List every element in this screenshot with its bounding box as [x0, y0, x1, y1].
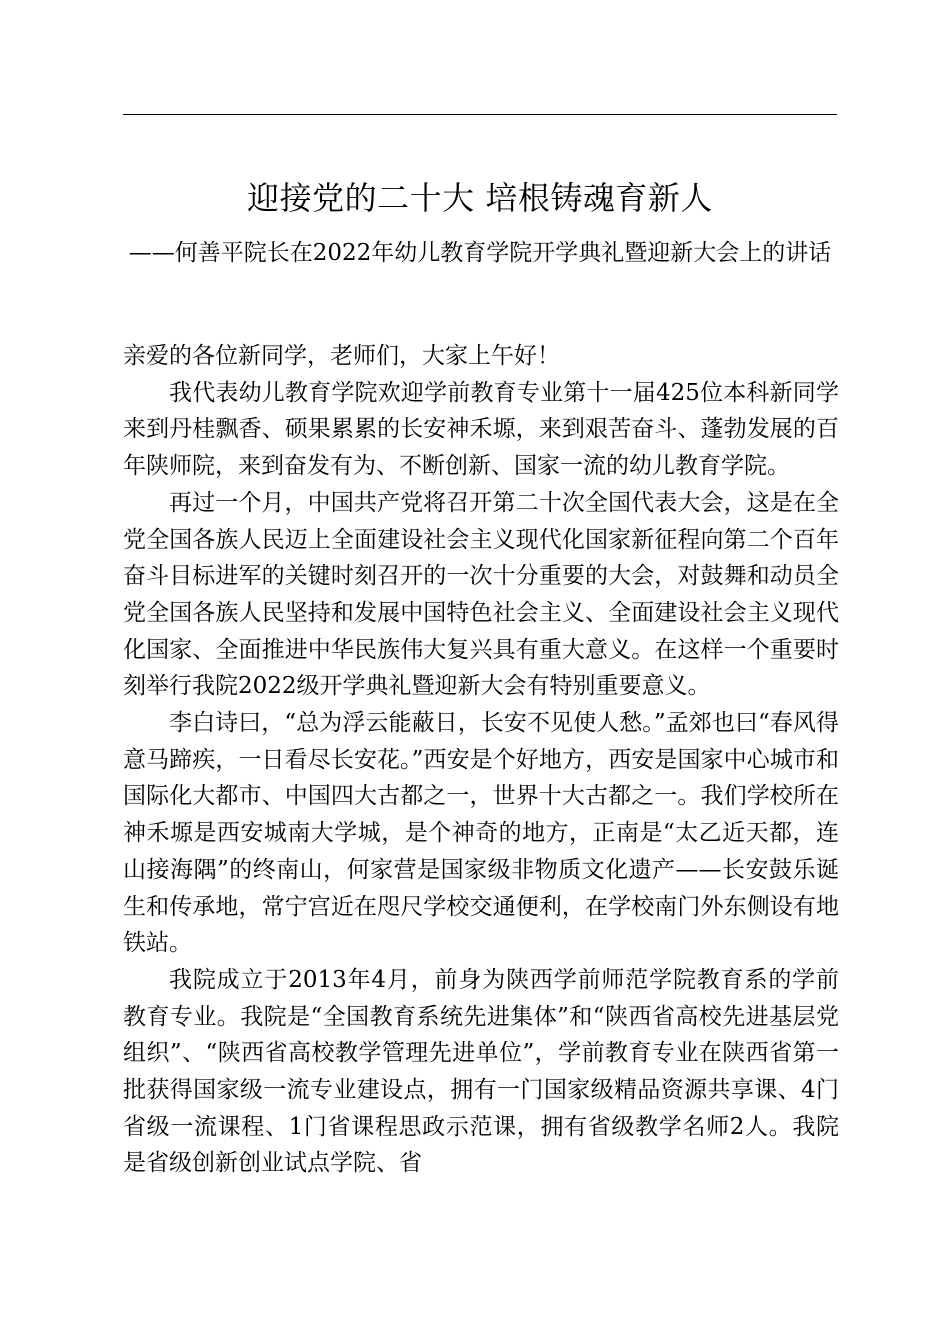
- body-paragraph: 我院成立于2013年4月，前身为陕西学前师范学院教育系的学前教育专业。我院是“全国教育系统先进集体”和“陕西省高校先进基层党组织”、“陕西省高校教学管理先进单位”，学前教育专业在陕西省第一批获得国家级一流专业建设点，拥有一门国家级精品资源共享课、4门省级一流课程、1门省课程思政示范课，拥有省级教学名师2人。我院是省级创新创业试点学院、省: [123, 966, 839, 1177]
- body-paragraph: 李白诗曰，“总为浮云能蔽日，长安不见使人愁。”孟郊也曰“春风得意马蹄疾，一日看尽长安花。”西安是个好地方，西安是国家中心城市和国际化大都市、中国四大古都之一，世界十大古都之一。我们学校所在神禾塬是西安城南大学城，是个神奇的地方，正南是“太乙近天都，连山接海隅”的终南山，何家营是国家级非物质文化遗产——长安鼓乐诞生和传承地，常宁宫近在咫尺学校交通便利，在学校南门外东侧设有地铁站。: [123, 710, 839, 957]
- document-subtitle: ——何善平院长在2022年幼儿教育学院开学典礼暨迎新大会上的讲话: [128, 240, 832, 266]
- greeting-paragraph: 亲爱的各位新同学，老师们，大家上午好！: [123, 343, 560, 369]
- document-body: [123, 338, 839, 1182]
- document-title: 迎接党的二十大 培根铸魂育新人: [247, 179, 713, 217]
- body-paragraph: 我代表幼儿教育学院欢迎学前教育专业第十一届425位本科新同学来到丹桂飘香、硕果累累的长安神禾塬，来到艰苦奋斗、蓬勃发展的百年陕师院，来到奋发有为、不断创新、国家一流的幼儿教育学院。: [123, 379, 839, 480]
- header-rule: [123, 114, 837, 115]
- body-paragraph: 再过一个月，中国共产党将召开第二十次全国代表大会，这是在全党全国各族人民迈上全面建设社会主义现代化国家新征程向第二个百年奋斗目标进军的关键时刻召开的一次十分重要的大会，对鼓舞和动员全党全国各族人民坚持和发展中国特色社会主义、全面建设社会主义现代化国家、全面推进中华民族伟大复兴具有重大意义。在这样一个重要时刻举行我院2022级开学典礼暨迎新大会有特别重要意义。: [123, 489, 839, 700]
